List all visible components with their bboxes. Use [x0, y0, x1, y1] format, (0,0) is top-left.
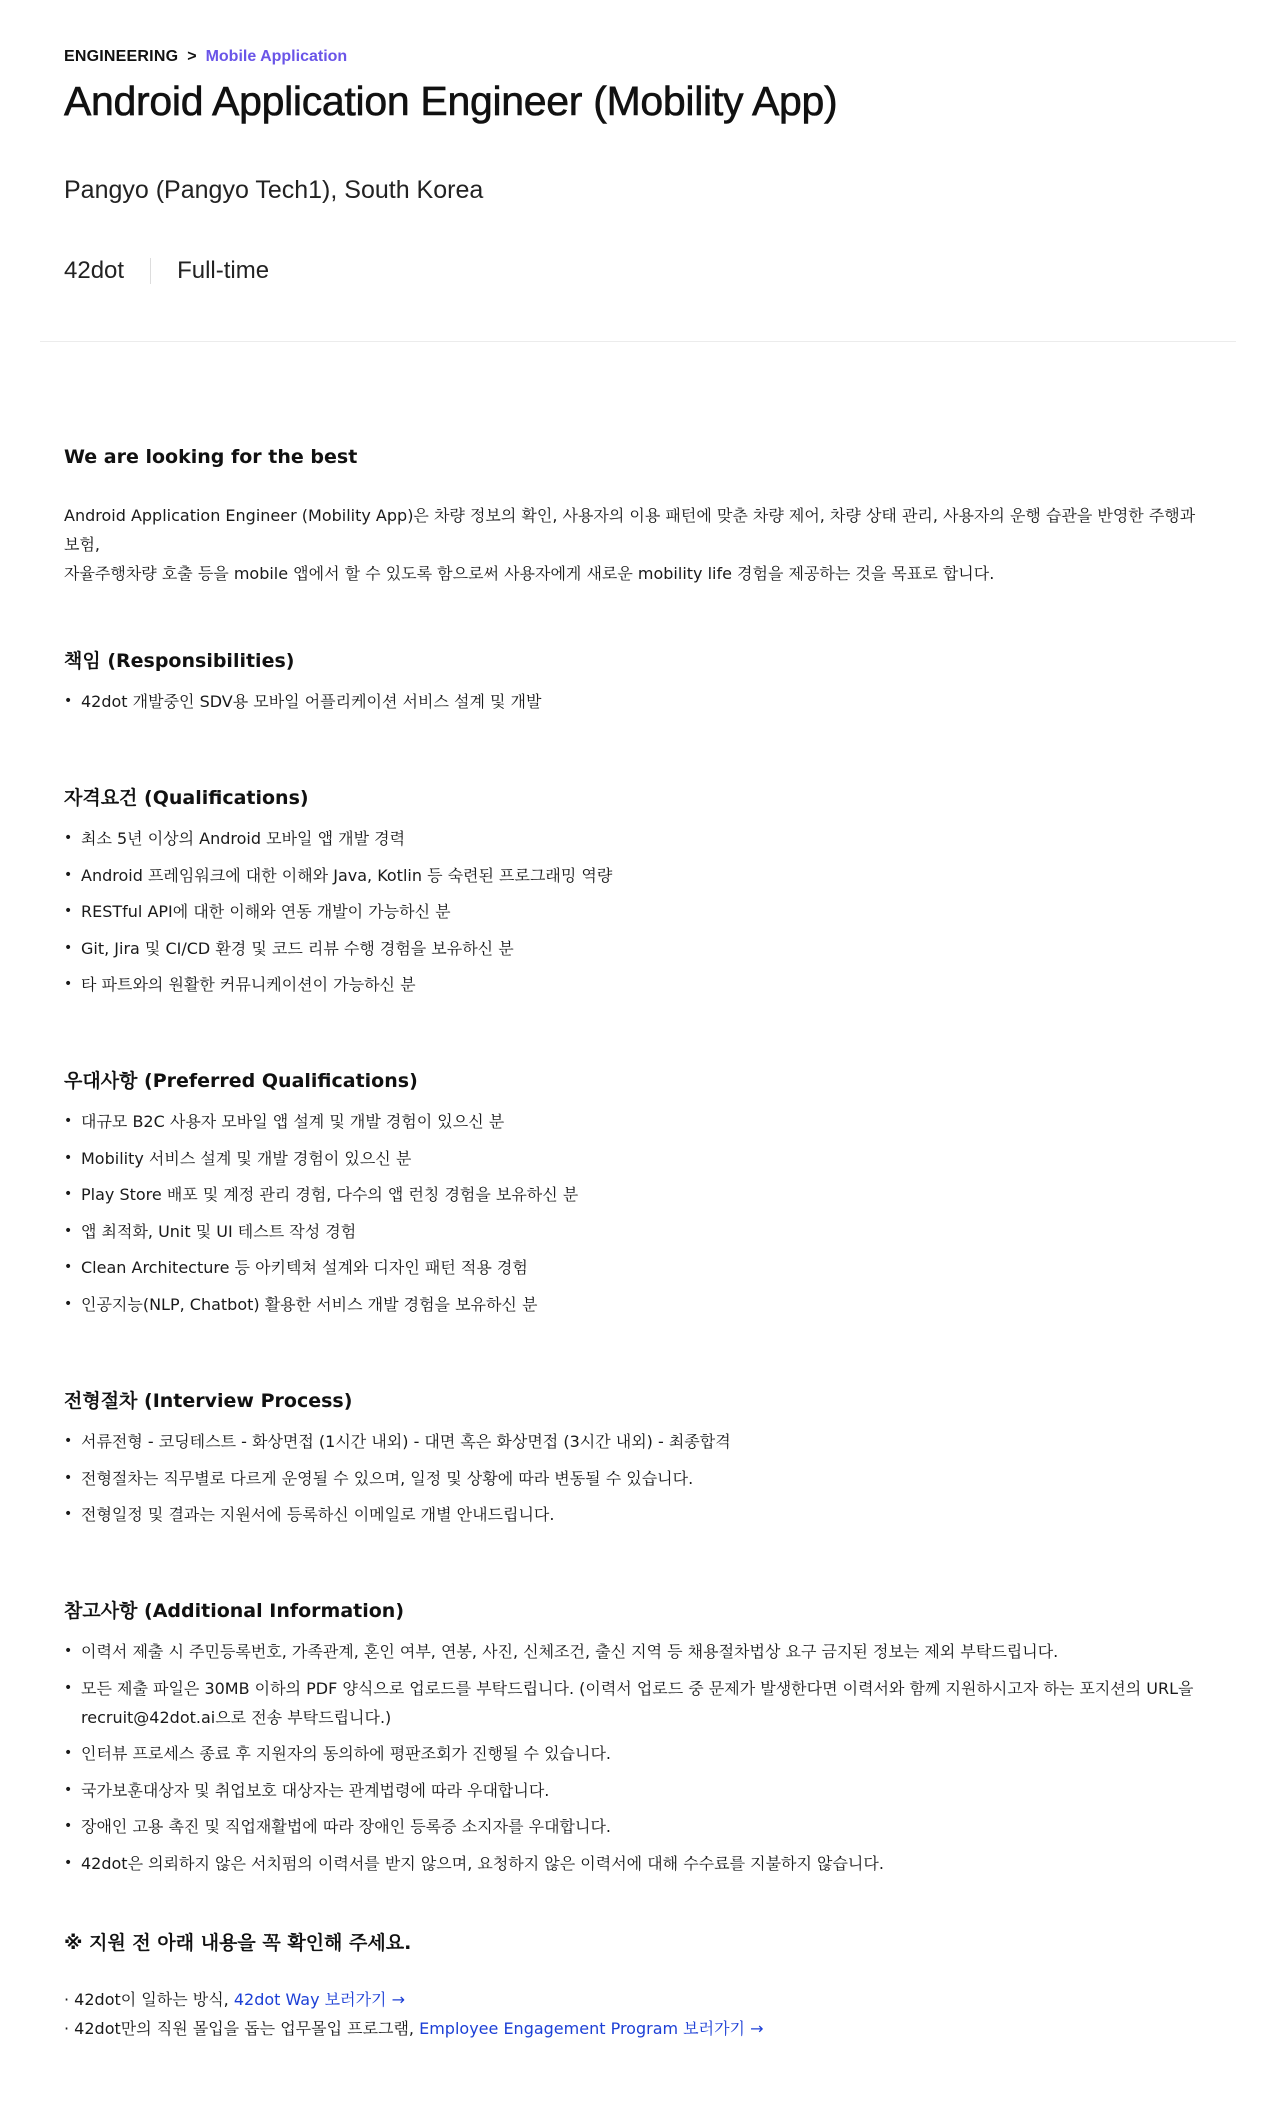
responsibilities-heading: 책임 (Responsibilities) [64, 650, 295, 672]
list-item: • 이력서 제출 시 주민등록번호, 가족관계, 혼인 여부, 연봉, 사진, 신체조건, 출신 지역 등 채용절차법상 요구 금지된 정보는 제외 부탁드립니다. [64, 1637, 1204, 1666]
qualifications-list [64, 824, 1204, 1007]
list-item: • 42dot 개발중인 SDV용 모바일 어플리케이션 서비스 설계 및 개발 [64, 687, 1204, 716]
breadcrumb [64, 48, 347, 66]
preferred-heading: 우대사항 (Preferred Qualifications) [64, 1070, 418, 1092]
additional-list [64, 1637, 1204, 1885]
qualifications-heading: 자격요건 (Qualifications) [64, 787, 309, 809]
company-name: 42dot [64, 257, 125, 284]
way-link-line [64, 1985, 405, 2014]
intro-heading: We are looking for the best [64, 446, 358, 468]
list-item: • Play Store 배포 및 계정 관리 경험, 다수의 앱 런칭 경험을 보유하신 분 [64, 1180, 1204, 1209]
job-location: Pangyo (Pangyo Tech1), South Korea [64, 176, 484, 204]
list-item: • 서류전형 - 코딩테스트 - 화상면접 (1시간 내외) - 대면 혹은 화상면접 (3시간 내외) - 최종합격 [64, 1427, 1204, 1456]
list-item: • 42dot은 의뢰하지 않은 서치펌의 이력서를 받지 않으며, 요청하지 않은 이력서에 대해 수수료를 지불하지 않습니다. [64, 1849, 1204, 1878]
list-item: • 인터뷰 프로세스 종료 후 지원자의 동의하에 평판조회가 진행될 수 있습니다. [64, 1739, 1204, 1768]
employment-type: Full-time [177, 257, 270, 284]
list-item: • 대규모 B2C 사용자 모바일 앱 설계 및 개발 경험이 있으신 분 [64, 1107, 1204, 1136]
list-item: • 인공지능(NLP, Chatbot) 활용한 서비스 개발 경험을 보유하신 분 [64, 1290, 1204, 1319]
list-item: • 장애인 고용 촉진 및 직업재활법에 따라 장애인 등록증 소지자를 우대합니다. [64, 1812, 1204, 1841]
header-divider [40, 341, 1236, 342]
engagement-link-line [64, 2014, 764, 2043]
interview-heading: 전형절차 (Interview Process) [64, 1390, 353, 1412]
way-link[interactable]: 42dot Way 보러가기 → [233, 1990, 405, 2009]
engagement-link-prefix: · 42dot만의 직원 몰입을 돕는 업무몰입 프로그램, [64, 2019, 420, 2038]
job-meta [64, 257, 269, 285]
way-link-prefix: · 42dot이 일하는 방식, [64, 1990, 234, 2009]
preferred-list [64, 1107, 1204, 1326]
list-item: • Android 프레임워크에 대한 이해와 Java, Kotlin 등 숙련된 프로그래밍 역량 [64, 861, 1204, 890]
list-item: • RESTful API에 대한 이해와 연동 개발이 가능하신 분 [64, 897, 1204, 926]
list-item: • Clean Architecture 등 아키텍쳐 설계와 디자인 패턴 적용 경험 [64, 1253, 1204, 1282]
list-item: • Git, Jira 및 CI/CD 환경 및 코드 리뷰 수행 경험을 보유하신 분 [64, 934, 1204, 963]
meta-divider [150, 258, 151, 284]
list-item: • 전형절차는 직무별로 다르게 운영될 수 있으며, 일정 및 상황에 따라 변동될 수 있습니다. [64, 1464, 1204, 1493]
list-item: • 전형일정 및 결과는 지원서에 등록하신 이메일로 개별 안내드립니다. [64, 1500, 1204, 1529]
responsibilities-list [64, 687, 1204, 724]
engagement-program-link[interactable]: Employee Engagement Program 보러가기 → [419, 2019, 764, 2038]
breadcrumb-category[interactable]: ENGINEERING [64, 48, 179, 65]
notice-heading: ※ 지원 전 아래 내용을 꼭 확인해 주세요. [64, 1932, 412, 1954]
intro-line-2: 자율주행차량 호출 등을 mobile 앱에서 할 수 있도록 함으로써 사용자에게 새로운 mobility life 경험을 제공하는 것을 목표로 합니다. [64, 564, 995, 583]
breadcrumb-current[interactable]: Mobile Application [205, 48, 348, 65]
intro-line-1: Android Application Engineer (Mobility App)은 차량 정보의 확인, 사용자의 이용 패턴에 맞춘 차량 제어, 차량 상태 관리, 사용자의 운행 습관을 반영한 주행과 보험, [64, 506, 1196, 554]
list-item: • 국가보훈대상자 및 취업보호 대상자는 관계법령에 따라 우대합니다. [64, 1776, 1204, 1805]
breadcrumb-separator: > [187, 48, 197, 65]
list-item: • 모든 제출 파일은 30MB 이하의 PDF 양식으로 업로드를 부탁드립니다. (이력서 업로드 중 문제가 발생한다면 이력서와 함께 지원하시고자 하는 포지션의 URL을 recruit@42dot.ai으로 전송 부탁드립니다.) [64, 1674, 1204, 1732]
page-title: Android Application Engineer (Mobility App) [64, 78, 838, 124]
list-item: • 타 파트와의 원활한 커뮤니케이션이 가능하신 분 [64, 970, 1204, 999]
list-item: • 최소 5년 이상의 Android 모바일 앱 개발 경력 [64, 824, 1204, 853]
additional-heading: 참고사항 (Additional Information) [64, 1600, 405, 1622]
list-item: • Mobility 서비스 설계 및 개발 경험이 있으신 분 [64, 1144, 1204, 1173]
interview-list [64, 1427, 1204, 1537]
intro-paragraph [64, 501, 1204, 588]
list-item: • 앱 최적화, Unit 및 UI 테스트 작성 경험 [64, 1217, 1204, 1246]
